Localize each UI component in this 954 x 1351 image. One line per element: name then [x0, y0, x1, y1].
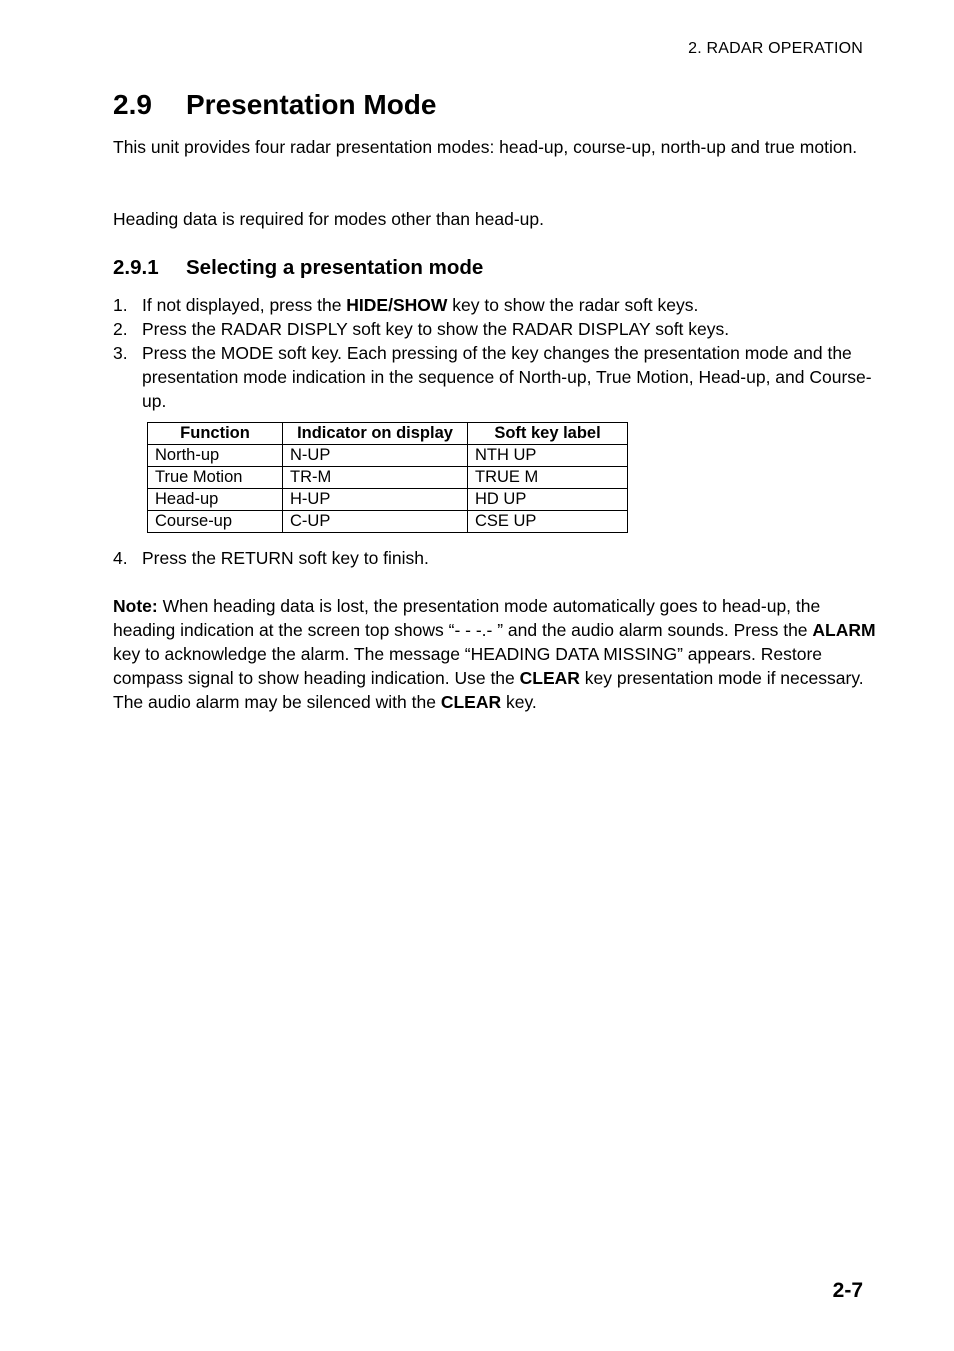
table-cell: Head-up	[148, 489, 283, 511]
step-3	[113, 341, 873, 413]
table-cell: TR-M	[283, 467, 468, 489]
step-text: Press the MODE soft key. Each pressing of the key changes the presentation mode and the presentation mode indication in the sequence of North-up, True Motion, Head-up, and Course-up.	[142, 343, 872, 411]
section-title: Presentation Mode	[186, 89, 437, 120]
table-row	[148, 445, 628, 467]
presentation-mode-table	[147, 422, 628, 533]
heading-requirement-paragraph: Heading data is required for modes other than head-up.	[113, 209, 544, 229]
table-header-row	[148, 423, 628, 445]
step-text: Press the RETURN soft key to finish.	[142, 548, 429, 568]
table-cell: True Motion	[148, 467, 283, 489]
table-cell: C-UP	[283, 511, 468, 533]
step-2	[113, 317, 873, 341]
table-cell: H-UP	[283, 489, 468, 511]
table-cell: TRUE M	[468, 467, 628, 489]
column-header: Indicator on display	[283, 423, 468, 445]
table-row	[148, 511, 628, 533]
step-number: 4.	[113, 548, 128, 568]
step-text: Press the RADAR DISPLY soft key to show the RADAR DISPLAY soft keys.	[142, 319, 730, 339]
intro-paragraph: This unit provides four radar presentation modes: head-up, course-up, north-up and true motion.	[113, 137, 858, 157]
hide-show-key: HIDE/SHOW	[346, 295, 448, 315]
subsection-heading	[113, 256, 483, 280]
table-cell: Course-up	[148, 511, 283, 533]
note-label: Note:	[113, 596, 158, 616]
subsection-title: Selecting a presentation mode	[186, 256, 484, 279]
alarm-key: ALARM	[812, 620, 876, 640]
column-header: Soft key label	[468, 423, 628, 445]
table-row	[148, 467, 628, 489]
step-number: 2.	[113, 319, 128, 339]
running-head: 2. RADAR OPERATION	[688, 40, 863, 57]
clear-key: CLEAR	[440, 692, 502, 712]
step-number: 3.	[113, 343, 128, 363]
section-heading	[113, 89, 436, 121]
page-number: 2-7	[832, 1279, 863, 1302]
table-cell: NTH UP	[468, 445, 628, 467]
table-row	[148, 489, 628, 511]
clear-key: CLEAR	[519, 668, 580, 688]
step-4	[113, 546, 873, 570]
column-header: Function	[148, 423, 283, 445]
table-cell: CSE UP	[468, 511, 628, 533]
section-number: 2.9	[113, 89, 152, 120]
table-cell: HD UP	[468, 489, 628, 511]
table-cell: N-UP	[283, 445, 468, 467]
subsection-number: 2.9.1	[113, 256, 159, 279]
table-cell: North-up	[148, 445, 283, 467]
step-text: If not displayed, press the HIDE/SHOW key to show the radar soft keys.	[142, 295, 699, 315]
step-1	[113, 293, 873, 317]
note-paragraph: Note: When heading data is lost, the presentation mode automatically goes to head-up, the heading indication at the screen top shows “- - -.- ” and the audio alarm sounds. Press the ALARM key to acknowledge the alarm. The message “HEADING DATA MISSING” appears. Restore compass signal to show heading indication. Use the CLEAR key presentation mode if necessary. The audio alarm may be silenced with the CLEAR key.	[113, 596, 876, 712]
step-number: 1.	[113, 295, 128, 315]
